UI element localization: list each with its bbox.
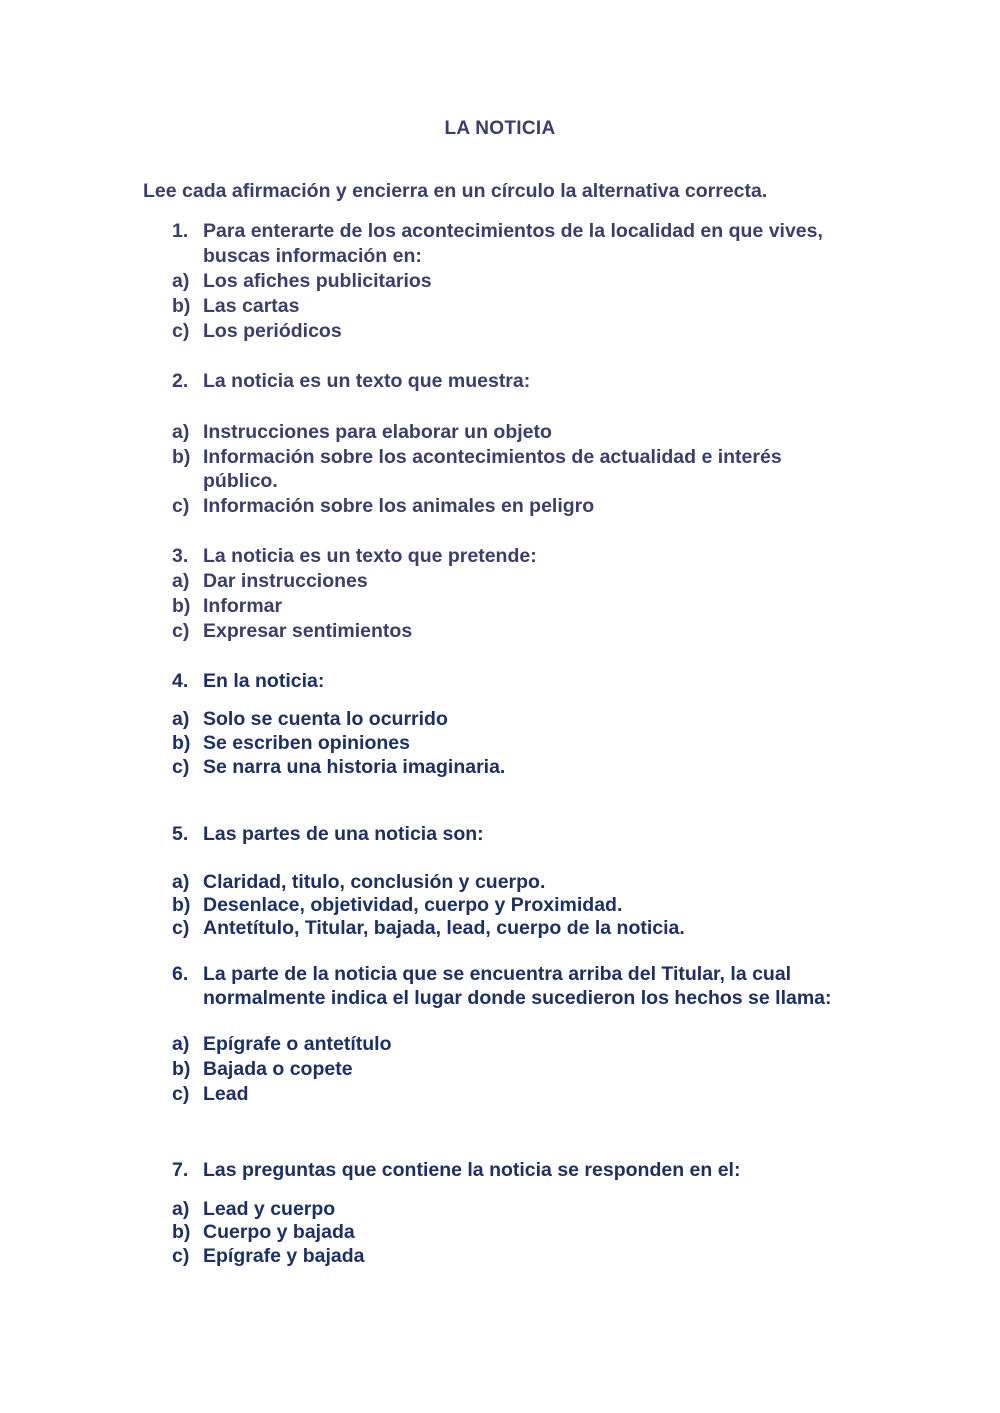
question-text: La parte de la noticia que se encuentra arriba del Titular, la cual <box>203 963 792 985</box>
option-letter: c) <box>172 917 190 939</box>
option-letter: a) <box>172 1033 190 1055</box>
question-number: 1. <box>172 220 189 242</box>
page-title: LA NOTICIA <box>444 118 556 139</box>
option-letter: a) <box>172 570 190 592</box>
question-number: 4. <box>172 670 189 692</box>
option-letter: b) <box>172 894 191 916</box>
question-text: Para enterarte de los acontecimientos de la localidad en que vives, <box>203 220 823 242</box>
option-letter: c) <box>172 495 190 517</box>
question-number: 6. <box>172 963 189 985</box>
option-letter: c) <box>172 320 190 342</box>
option-letter: b) <box>172 732 191 754</box>
option-letter: c) <box>172 1245 190 1267</box>
question-number: 5. <box>172 823 189 845</box>
question-number: 2. <box>172 370 189 392</box>
option-text: Lead <box>203 1083 249 1105</box>
option-text: Cuerpo y bajada <box>203 1221 355 1243</box>
option-letter: a) <box>172 270 190 292</box>
option-text: Dar instrucciones <box>203 570 368 592</box>
option-text: Epígrafe y bajada <box>203 1245 365 1267</box>
option-letter: b) <box>172 295 191 317</box>
question-text: Las preguntas que contiene la noticia se responden en el: <box>203 1159 741 1181</box>
option-text: Expresar sentimientos <box>203 620 413 642</box>
question-text: normalmente indica el lugar donde sucedieron los hechos se llama: <box>203 987 832 1009</box>
option-letter: a) <box>172 871 190 893</box>
option-letter: c) <box>172 1083 190 1105</box>
option-text: público. <box>203 470 278 492</box>
option-letter: b) <box>172 446 191 468</box>
question-text: buscas información en: <box>203 245 422 267</box>
option-text: Se escriben opiniones <box>203 732 410 754</box>
option-text: Lead y cuerpo <box>203 1198 336 1220</box>
instruction-text: Lee cada afirmación y encierra en un círculo la alternativa correcta. <box>143 180 768 202</box>
option-letter: b) <box>172 595 191 617</box>
option-text: Se narra una historia imaginaria. <box>203 756 506 778</box>
option-text: Instrucciones para elaborar un objeto <box>203 421 552 443</box>
question-text: Las partes de una noticia son: <box>203 823 484 845</box>
option-text: Los afiches publicitarios <box>203 270 432 292</box>
question-text: En la noticia: <box>203 670 325 692</box>
option-text: Antetítulo, Titular, bajada, lead, cuerpo de la noticia. <box>203 917 685 939</box>
option-text: Los periódicos <box>203 320 342 342</box>
option-text: Solo se cuenta lo ocurrido <box>203 708 448 730</box>
option-letter: c) <box>172 756 190 778</box>
option-text: Bajada o copete <box>203 1058 353 1080</box>
option-text: Información sobre los animales en peligro <box>203 495 595 517</box>
option-letter: a) <box>172 421 190 443</box>
option-text: Información sobre los acontecimientos de actualidad e interés <box>203 446 782 468</box>
option-text: Las cartas <box>203 295 300 317</box>
option-text: Informar <box>203 595 283 617</box>
option-letter: a) <box>172 708 190 730</box>
question-number: 3. <box>172 545 189 567</box>
option-text: Epígrafe o antetítulo <box>203 1033 392 1055</box>
question-number: 7. <box>172 1159 189 1181</box>
option-letter: a) <box>172 1198 190 1220</box>
option-text: Desenlace, objetividad, cuerpo y Proximidad. <box>203 894 623 916</box>
option-letter: c) <box>172 620 190 642</box>
question-text: La noticia es un texto que pretende: <box>203 545 537 567</box>
option-letter: b) <box>172 1221 191 1243</box>
option-text: Claridad, titulo, conclusión y cuerpo. <box>203 871 546 893</box>
option-letter: b) <box>172 1058 191 1080</box>
question-text: La noticia es un texto que muestra: <box>203 370 531 392</box>
